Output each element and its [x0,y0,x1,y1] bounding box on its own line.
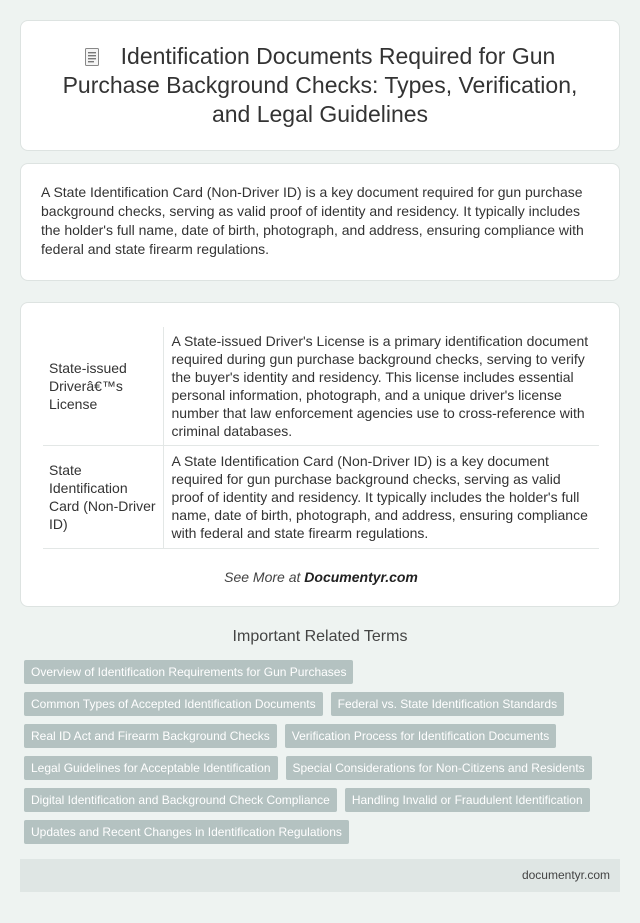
table-description-cell: A State Identification Card (Non-Driver ID) is a key document required for gun purchase background checks, serving as valid proof of identity and residency. It typically includes the holder's full name, date of birth, photograph, and address, ensuring compliance with federal and state firearm regulations. [163,446,599,549]
summary-text: A State Identification Card (Non-Driver ID) is a key document required for gun purchase background checks, serving as valid proof of identity and residency. It typically includes the holder's full name, date of birth, photograph, and address, ensuring compliance with federal and state firearm regulations. [41,184,584,257]
summary-card [20,163,620,281]
table-row [43,446,599,549]
table-term-cell: State-issued Driverâ€™s License [43,327,163,446]
see-more-link[interactable] [21,569,621,585]
table-term-cell: State Identification Card (Non-Driver ID) [43,446,163,549]
related-term-tag[interactable]: Updates and Recent Changes in Identification Regulations [24,820,349,844]
related-term-tag[interactable]: Common Types of Accepted Identification Documents [24,692,323,716]
table-card [20,302,620,607]
related-term-tag[interactable]: Handling Invalid or Fraudulent Identification [345,788,590,812]
table-description-cell: A State-issued Driver's License is a primary identification document required during gun purchase background checks, serving to verify the buyer's identity and residency. This license includes essential personal information, photograph, and a unique driver's license number that law enforcement agencies use to cross-reference with criminal databases. [163,327,599,446]
related-term-tag[interactable]: Special Considerations for Non-Citizens and Residents [286,756,592,780]
related-term-tag[interactable]: Legal Guidelines for Acceptable Identification [24,756,278,780]
related-term-tag[interactable]: Verification Process for Identification Documents [285,724,556,748]
page-title-text: Identification Documents Required for Gun Purchase Background Checks: Types, Verification, and Legal Guidelines [62,43,578,127]
related-term-tag[interactable]: Digital Identification and Background Check Compliance [24,788,337,812]
documents-table [43,327,599,549]
page-title [61,42,579,129]
related-term-tag[interactable]: Real ID Act and Firearm Background Checks [24,724,277,748]
footer-site-link[interactable]: documentyr.com [521,868,610,882]
see-more-prefix: See More at [224,569,305,585]
document-icon [85,44,99,62]
see-more-site[interactable]: Documentyr.com [304,569,418,585]
title-card [20,20,620,151]
related-term-tag[interactable]: Overview of Identification Requirements for Gun Purchases [24,660,353,684]
footer [20,859,620,892]
related-terms-heading: Important Related Terms [232,628,408,645]
related-term-tag[interactable]: Federal vs. State Identification Standards [331,692,564,716]
related-terms-list [24,660,624,844]
table-row [43,327,599,446]
